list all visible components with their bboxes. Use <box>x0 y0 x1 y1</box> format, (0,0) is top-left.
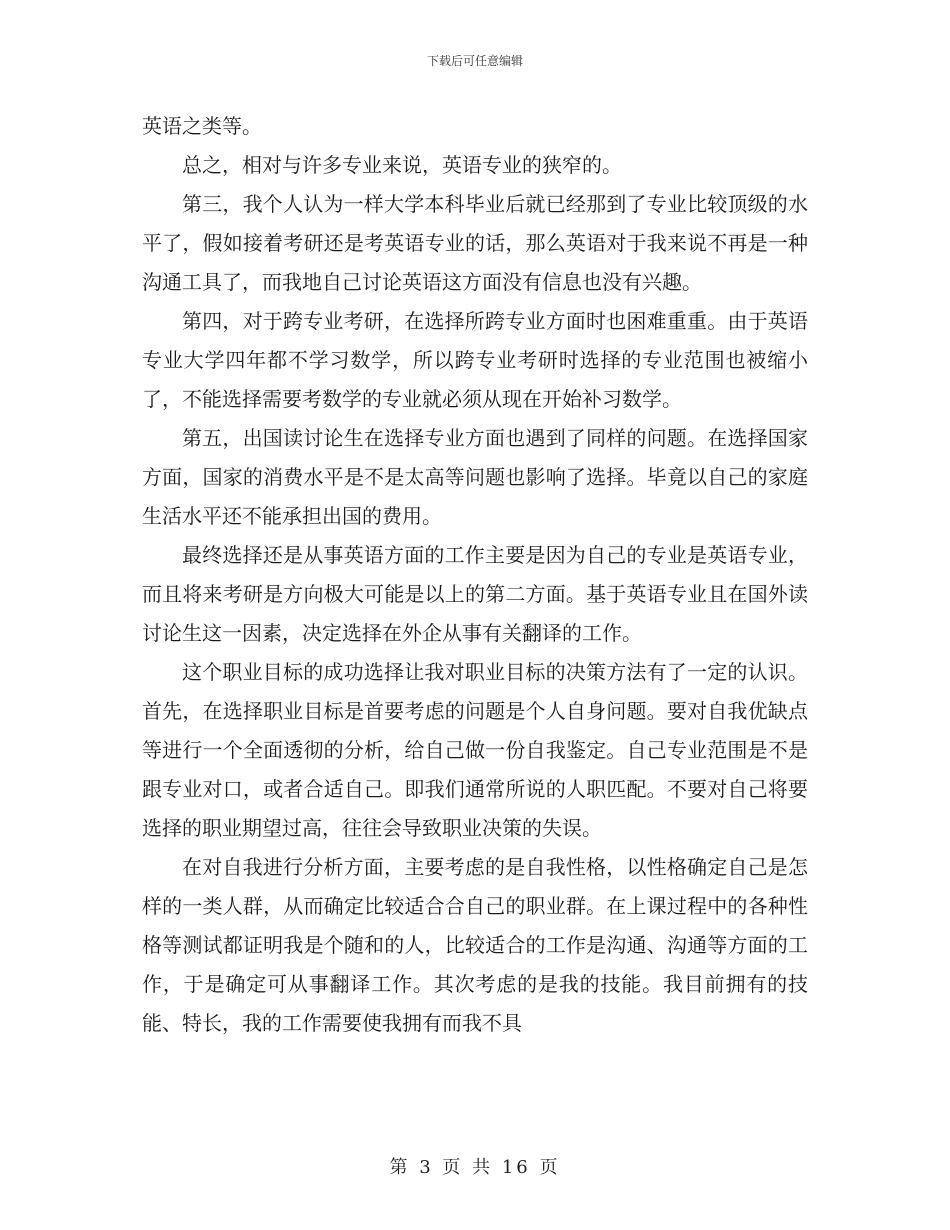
page-number-footer: 第 3 页 共 16 页 <box>389 1157 561 1178</box>
paragraph-6: 最终选择还是从事英语方面的工作主要是因为自己的专业是英语专业，而且将来考研是方向极大可能是以上的第二方面。基于英语专业且在国外读讨论生这一因素，决定选择在外企从事有关翻译的工作。 <box>142 543 808 645</box>
paragraph-5: 第五，出国读讨论生在选择专业方面也遇到了同样的问题。在选择国家方面，国家的消费水平是不是太高等问题也影响了选择。毕竟以自己的家庭生活水平还不能承担出国的费用。 <box>142 426 808 528</box>
paragraph-8: 在对自我进行分析方面，主要考虑的是自我性格，以性格确定自己是怎样的一类人群，从而确定比较适合合自己的职业群。在上课过程中的各种性格等测试都证明我是个随和的人，比较适合的工作是沟通、沟通等方面的工作，于是确定可从事翻译工作。其次考虑的是我的技能。我目前拥有的技能、特长，我的工作需要使我拥有而我不具 <box>142 855 808 1035</box>
paragraph-1: 英语之类等。 <box>142 114 262 138</box>
paragraph-7: 这个职业目标的成功选择让我对职业目标的决策方法有了一定的认识。首先，在选择职业目标是首要考虑的问题是个人自身问题。要对自我优缺点等进行一个全面透彻的分析，给自己做一份自我鉴定。自己专业范围是不是跟专业对口，或者合适自己。即我们通常所说的人职匹配。不要对自己将要选择的职业期望过高，往往会导致职业决策的失误。 <box>142 660 808 840</box>
paragraph-4: 第四，对于跨专业考研，在选择所跨专业方面时也困难重重。由于英语专业大学四年都不学习数学，所以跨专业考研时选择的专业范围也被缩小了，不能选择需要考数学的专业就必须从现在开始补习数学。 <box>142 309 808 411</box>
document-body <box>142 107 808 1043</box>
paragraph-3: 第三，我个人认为一样大学本科毕业后就已经那到了专业比较顶级的水平了，假如接着考研还是考英语专业的话，那么英语对于我来说不再是一种沟通工具了，而我地自己讨论英语这方面没有信息也没有兴趣。 <box>142 192 808 294</box>
paragraph-2: 总之，相对与许多专业来说，英语专业的狭窄的。 <box>182 153 622 177</box>
page-header: 下载后可任意编辑 <box>426 54 523 68</box>
